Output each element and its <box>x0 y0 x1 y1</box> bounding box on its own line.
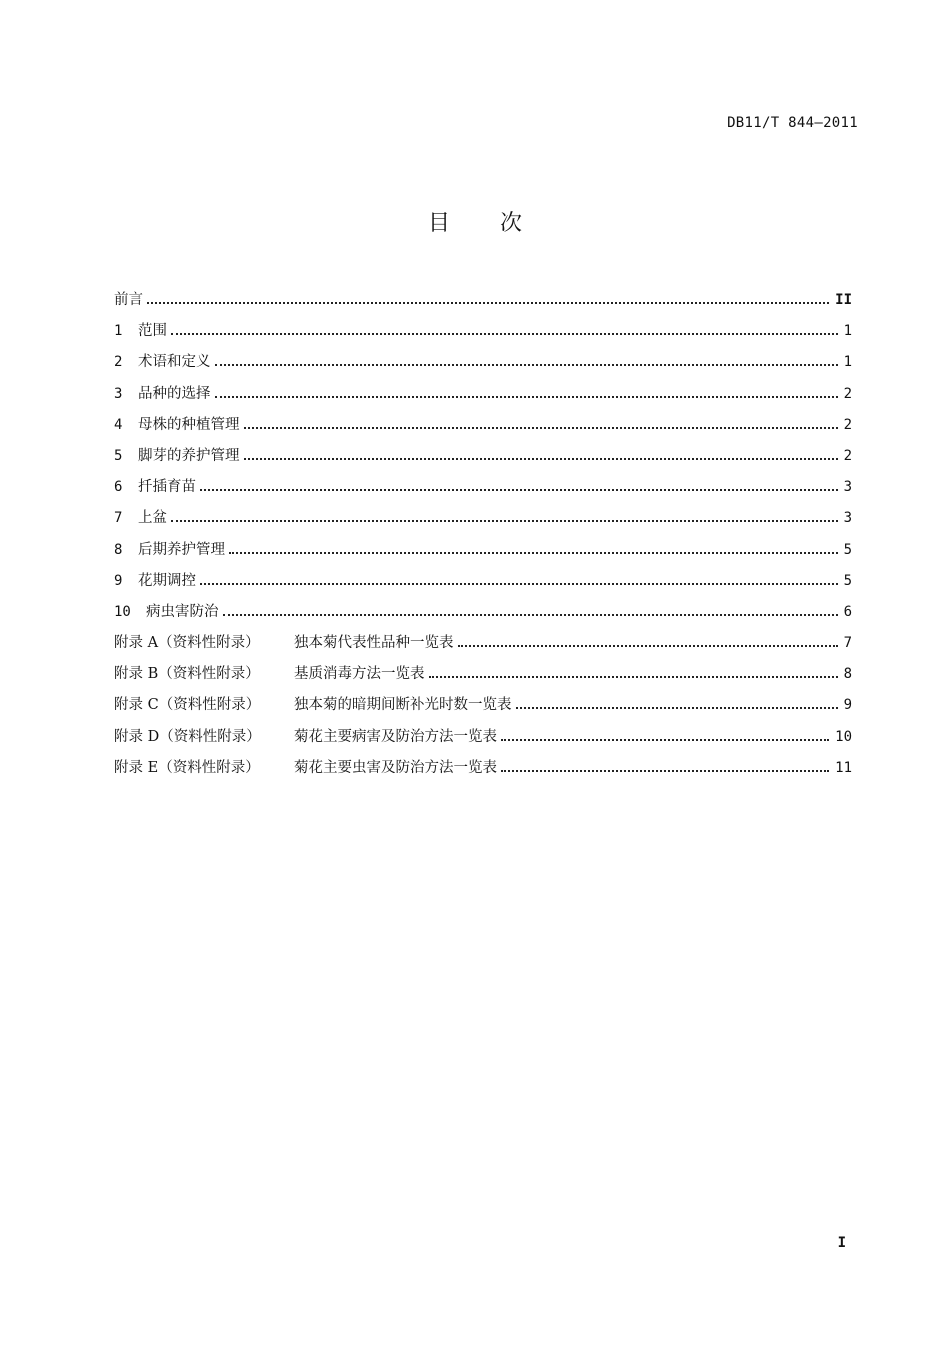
toc-entry-page: 2 <box>843 416 852 433</box>
toc-entry-number: 1 <box>114 323 123 340</box>
toc-entry-page: II <box>835 292 852 308</box>
toc-entry-label: 术语和定义 <box>138 354 211 371</box>
toc-leader-dots <box>147 302 829 304</box>
toc-entry[interactable] <box>114 444 852 475</box>
toc-entry-number: 5 <box>114 447 123 464</box>
toc-entry-page: 10 <box>835 728 852 745</box>
toc-entry-number: 8 <box>114 541 123 558</box>
toc-entry-number: 2 <box>114 354 123 371</box>
toc-entry-foreword[interactable] <box>114 288 852 319</box>
appendix-label: 菊花主要病害及防治方法一览表 <box>294 728 497 745</box>
toc-entry-number: 10 <box>114 603 131 620</box>
toc-entry-label: 脚芽的养护管理 <box>138 447 240 464</box>
appendix-label: 独本菊代表性品种一览表 <box>294 635 454 652</box>
toc-appendix-entry[interactable] <box>114 725 852 756</box>
toc-entry-number: 3 <box>114 385 123 402</box>
appendix-prefix: 附录 D（资料性附录） <box>114 728 261 745</box>
toc-entry-label: 花期调控 <box>138 572 196 589</box>
toc-entry-label: 母株的种植管理 <box>138 416 240 433</box>
toc-appendix-entry[interactable] <box>114 662 852 693</box>
toc-entry[interactable] <box>114 475 852 506</box>
appendix-prefix: 附录 B（资料性附录） <box>114 666 260 683</box>
toc-leader-dots <box>223 614 838 616</box>
toc-leader-dots <box>229 552 838 554</box>
document-code: DB11/T 844—2011 <box>727 115 858 131</box>
toc-entry[interactable] <box>114 319 852 350</box>
toc-leader-dots <box>200 489 838 491</box>
toc-entry[interactable] <box>114 350 852 381</box>
page-title: 目次 <box>427 211 572 236</box>
toc-leader-dots <box>244 427 838 429</box>
toc-entry-number: 7 <box>114 510 123 527</box>
table-of-contents <box>114 288 852 787</box>
toc-entry-page: 1 <box>843 323 852 340</box>
toc-leader-dots <box>458 645 838 647</box>
toc-entry-label: 品种的选择 <box>138 385 211 402</box>
toc-entry-page: 2 <box>843 447 852 464</box>
toc-entry-page: 7 <box>843 635 852 652</box>
toc-appendix-entry[interactable] <box>114 756 852 787</box>
toc-entry-label: 上盆 <box>138 510 167 527</box>
toc-entry[interactable] <box>114 413 852 444</box>
appendix-label: 基质消毒方法一览表 <box>294 666 425 683</box>
toc-entry-number: 4 <box>114 416 123 433</box>
toc-leader-dots <box>516 707 838 709</box>
toc-entry-page: 8 <box>843 666 852 683</box>
toc-entry-number: 6 <box>114 479 123 496</box>
toc-entry-label: 病虫害防治 <box>146 603 219 620</box>
toc-leader-dots <box>501 739 829 741</box>
toc-entry-page: 11 <box>835 759 852 776</box>
appendix-prefix: 附录 C（资料性附录） <box>114 697 261 714</box>
toc-entry-label: 前言 <box>114 292 143 308</box>
toc-entry[interactable] <box>114 600 852 631</box>
toc-leader-dots <box>171 333 838 335</box>
toc-entry-label: 范围 <box>138 323 167 340</box>
toc-leader-dots <box>501 770 829 772</box>
toc-entry-number: 9 <box>114 572 123 589</box>
toc-leader-dots <box>200 583 838 585</box>
toc-entry[interactable] <box>114 382 852 413</box>
appendix-prefix: 附录 E（资料性附录） <box>114 759 260 776</box>
toc-entry-label: 扦插育苗 <box>138 479 196 496</box>
toc-entry-page: 2 <box>843 385 852 402</box>
toc-entry-label: 后期养护管理 <box>138 541 225 558</box>
toc-entry-page: 1 <box>843 354 852 371</box>
toc-entry-page: 5 <box>843 572 852 589</box>
toc-entry-page: 6 <box>843 603 852 620</box>
appendix-label: 独本菊的暗期间断补光时数一览表 <box>294 697 512 714</box>
toc-appendix-entry[interactable] <box>114 693 852 724</box>
toc-leader-dots <box>244 458 838 460</box>
toc-leader-dots <box>429 676 838 678</box>
toc-leader-dots <box>215 364 838 366</box>
appendix-prefix: 附录 A（资料性附录） <box>114 635 260 652</box>
toc-entry-page: 3 <box>843 479 852 496</box>
toc-entry[interactable] <box>114 506 852 537</box>
toc-appendix-entry[interactable] <box>114 631 852 662</box>
toc-entry-page: 3 <box>843 510 852 527</box>
appendix-label: 菊花主要虫害及防治方法一览表 <box>294 759 497 776</box>
toc-entry[interactable] <box>114 569 852 600</box>
page-number: I <box>837 1235 846 1251</box>
toc-entry-page: 9 <box>843 697 852 714</box>
toc-entry-page: 5 <box>843 541 852 558</box>
toc-entry[interactable] <box>114 538 852 569</box>
toc-leader-dots <box>171 520 838 522</box>
toc-leader-dots <box>215 396 838 398</box>
